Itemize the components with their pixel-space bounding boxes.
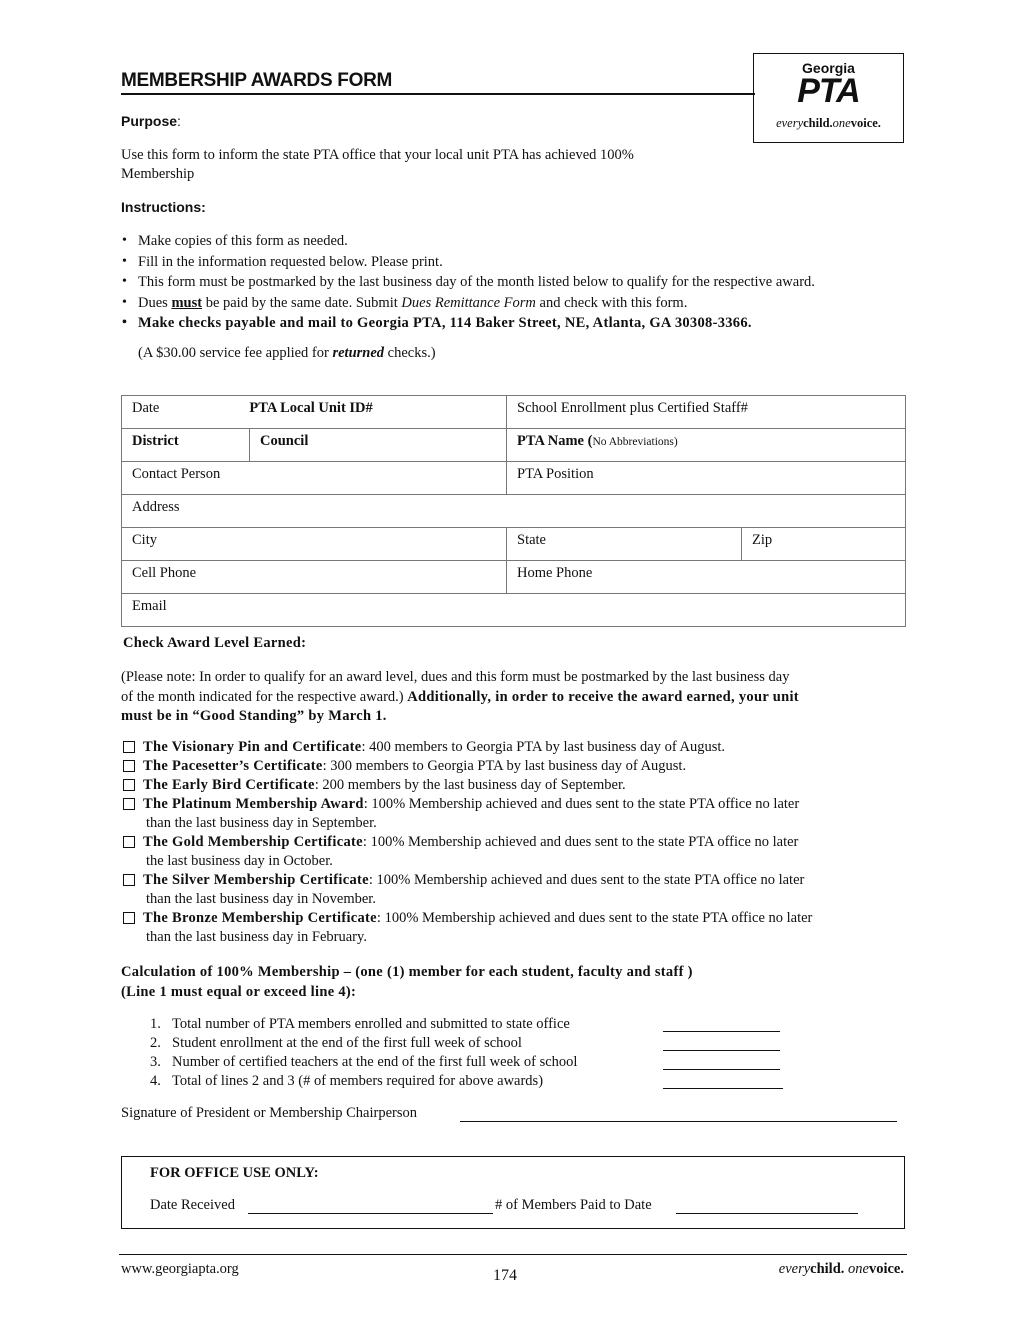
award-desc: : 100% Membership achieved and dues sent to the state PTA office no later — [363, 796, 800, 812]
date-received-label: Date Received — [150, 1197, 235, 1213]
award-desc-cont: the last business day in October. — [146, 853, 333, 869]
footer-tagline — [779, 1261, 904, 1278]
footer-website: www.georgiapta.org — [121, 1261, 239, 1277]
calc-blank-3[interactable] — [663, 1054, 780, 1070]
instruction-item: • Fill in the information requested below. Please print. — [121, 252, 911, 273]
address-label: Address — [132, 499, 180, 515]
dues-must: must — [171, 294, 203, 311]
position-cell[interactable] — [507, 462, 906, 495]
award-desc-cont: than the last business day in November. — [146, 891, 376, 907]
members-paid-label: # of Members Paid to Date — [495, 1197, 652, 1213]
calc-text: Student enrollment at the end of the first full week of school — [172, 1035, 522, 1051]
council-cell[interactable] — [250, 429, 507, 462]
form-title: MEMBERSHIP AWARDS FORM — [121, 70, 755, 95]
award-option-pacesetter[interactable] — [121, 757, 911, 776]
award-name: The Platinum Membership Award — [143, 796, 364, 812]
instructions-list — [121, 231, 911, 334]
logo-tag-voice: voice. — [850, 116, 881, 130]
address-cell[interactable] — [122, 495, 906, 528]
dues-post: and check with this form. — [535, 294, 688, 311]
date-received-line[interactable] — [248, 1198, 493, 1214]
award-desc: : 100% Membership achieved and dues sent to the state PTA office no later — [376, 910, 813, 926]
council-label: Council — [260, 433, 309, 449]
purpose-colon: : — [177, 113, 181, 129]
note-line2-pre: of the month indicated for the respective award.) — [121, 688, 408, 705]
calc-blank-1[interactable] — [663, 1016, 780, 1032]
district-cell[interactable] — [122, 429, 250, 462]
calc-blank-4[interactable] — [663, 1073, 783, 1089]
cell-phone-cell[interactable] — [122, 561, 507, 594]
checkbox[interactable] — [123, 836, 135, 848]
state-label: State — [517, 532, 546, 548]
pta-name-label: PTA Name ( — [517, 433, 593, 449]
award-desc: : 100% Membership achieved and dues sent to the state PTA office no later — [362, 834, 799, 850]
zip-label: Zip — [752, 532, 773, 548]
dues-mid: be paid by the same date. Submit — [202, 294, 402, 311]
award-desc: : 100% Membership achieved and dues sent to the state PTA office no later — [368, 872, 805, 888]
email-label: Email — [132, 598, 167, 614]
award-option-early-bird[interactable] — [121, 776, 911, 795]
checkbox[interactable] — [123, 912, 135, 924]
award-desc: : 200 members by the last business day of September. — [314, 777, 626, 793]
note-line2-bold: Additionally, in order to receive the award earned, your unit — [407, 688, 799, 705]
checkbox[interactable] — [123, 798, 135, 810]
footer-tag-child: child. — [810, 1261, 845, 1277]
logo-tag-one: one — [832, 116, 851, 130]
georgia-pta-logo — [753, 53, 904, 143]
footer-tag-every: every — [778, 1261, 811, 1277]
unit-id-label: PTA Local Unit ID# — [249, 400, 373, 416]
office-use-heading: FOR OFFICE USE ONLY: — [150, 1165, 319, 1181]
dues-pre: Dues — [138, 294, 172, 311]
logo-pta-text: PTA — [797, 72, 860, 110]
award-option-silver[interactable] — [121, 871, 911, 890]
award-options — [121, 738, 911, 947]
position-label: PTA Position — [517, 466, 594, 482]
checkbox[interactable] — [123, 741, 135, 753]
fee-post: checks.) — [384, 345, 436, 361]
award-name: The Silver Membership Certificate — [143, 872, 369, 888]
enrollment-label: School Enrollment plus Certified Staff# — [517, 400, 748, 416]
office-use-box — [121, 1156, 905, 1229]
zip-cell[interactable] — [742, 528, 906, 561]
fee-pre: (A $30.00 service fee applied for — [138, 345, 333, 361]
award-name: The Early Bird Certificate — [143, 777, 315, 793]
checkbox[interactable] — [123, 874, 135, 886]
table-row — [122, 396, 906, 429]
calc-text: Total number of PTA members enrolled and submitted to state office — [172, 1016, 570, 1032]
pta-name-cell[interactable] — [507, 429, 906, 462]
award-option-platinum[interactable] — [121, 795, 911, 814]
instruction-item-dues — [121, 293, 911, 314]
calc-text: Total of lines 2 and 3 (# of members required for above awards) — [172, 1073, 544, 1089]
purpose-text-line2: Membership — [121, 166, 195, 182]
purpose-heading-text: Purpose — [121, 113, 178, 129]
fee-returned: returned — [332, 345, 385, 361]
cell-phone-label: Cell Phone — [132, 565, 197, 581]
award-option-bronze[interactable] — [121, 909, 911, 928]
footer-divider — [119, 1254, 907, 1255]
calc-num: 1. — [150, 1016, 161, 1032]
date-unit-id-cell[interactable] — [122, 396, 507, 429]
city-cell[interactable] — [122, 528, 507, 561]
calculation-heading — [121, 963, 693, 1002]
note-line1: (Please note: In order to qualify for an award level, dues and this form must be postmarked by the last business day — [121, 669, 790, 685]
instructions-heading: Instructions: — [121, 199, 206, 215]
table-row — [122, 462, 906, 495]
table-row — [122, 528, 906, 561]
state-cell[interactable] — [507, 528, 742, 561]
award-option-visionary[interactable] — [121, 738, 911, 757]
service-fee-note — [138, 345, 436, 362]
calculation-heading-line1: Calculation of 100% Membership – (one (1) member for each student, faculty and staff ) — [121, 964, 693, 980]
calculation-heading-line2: (Line 1 must equal or exceed line 4): — [121, 983, 357, 1000]
calc-num: 3. — [150, 1054, 161, 1070]
table-row — [122, 594, 906, 627]
page-number: 174 — [493, 1267, 517, 1284]
pta-name-note: No Abbreviations) — [592, 436, 678, 448]
award-level-note — [121, 668, 911, 727]
award-option-gold[interactable] — [121, 833, 911, 852]
contact-cell[interactable] — [122, 462, 507, 495]
award-desc: : 300 members to Georgia PTA by last business day of August. — [322, 758, 687, 774]
award-desc-cont: than the last business day in September. — [146, 815, 377, 831]
enrollment-cell[interactable] — [507, 396, 906, 429]
email-cell[interactable] — [122, 594, 906, 627]
purpose-text — [121, 146, 634, 184]
instruction-item-checks: • Make checks payable and mail to Georgia PTA, 114 Baker Street, NE, Atlanta, GA 30308-3366. — [121, 313, 911, 334]
members-paid-line[interactable] — [676, 1198, 858, 1214]
award-name: The Gold Membership Certificate — [143, 834, 363, 850]
table-row — [122, 495, 906, 528]
award-name: The Bronze Membership Certificate — [143, 910, 377, 926]
footer-tag-one: one — [848, 1261, 869, 1277]
calc-text: Number of certified teachers at the end of the first full week of school — [172, 1054, 578, 1070]
signature-label: Signature of President or Membership Chairperson — [121, 1105, 417, 1121]
award-name: The Pacesetter’s Certificate — [143, 758, 323, 774]
award-desc-cont: than the last business day in February. — [146, 929, 367, 945]
date-label: Date — [132, 400, 160, 416]
logo-state-text: Georgia — [802, 60, 855, 76]
home-phone-cell[interactable] — [507, 561, 906, 594]
district-label: District — [132, 433, 179, 449]
signature-line[interactable] — [460, 1106, 897, 1122]
purpose-text-line1: Use this form to inform the state PTA office that your local unit PTA has achieved 100% — [121, 147, 634, 163]
calc-num: 2. — [150, 1035, 161, 1051]
instruction-item: • This form must be postmarked by the last business day of the month listed below to qualify for the respective award. — [121, 272, 911, 293]
city-label: City — [132, 532, 157, 548]
table-row — [122, 429, 906, 462]
logo-tagline — [754, 116, 903, 131]
dues-form-name: Dues Remittance Form — [401, 294, 536, 311]
note-line3: must be in “Good Standing” by March 1. — [121, 708, 387, 724]
checkbox[interactable] — [123, 779, 135, 791]
purpose-heading — [121, 113, 181, 129]
logo-tag-every: every — [776, 116, 804, 130]
logo-tag-child: child. — [803, 116, 833, 130]
unit-info-table — [121, 395, 906, 627]
award-desc: : 400 members to Georgia PTA by last business day of August. — [361, 739, 725, 755]
table-row — [122, 561, 906, 594]
checkbox[interactable] — [123, 760, 135, 772]
contact-label: Contact Person — [132, 466, 221, 482]
footer-tag-voice: voice. — [868, 1261, 904, 1277]
instruction-item: • Make copies of this form as needed. — [121, 231, 911, 252]
award-level-heading: Check Award Level Earned: — [123, 635, 307, 651]
calc-blank-2[interactable] — [663, 1035, 780, 1051]
calc-num: 4. — [150, 1073, 161, 1089]
award-name: The Visionary Pin and Certificate — [143, 739, 362, 755]
home-phone-label: Home Phone — [517, 565, 593, 581]
